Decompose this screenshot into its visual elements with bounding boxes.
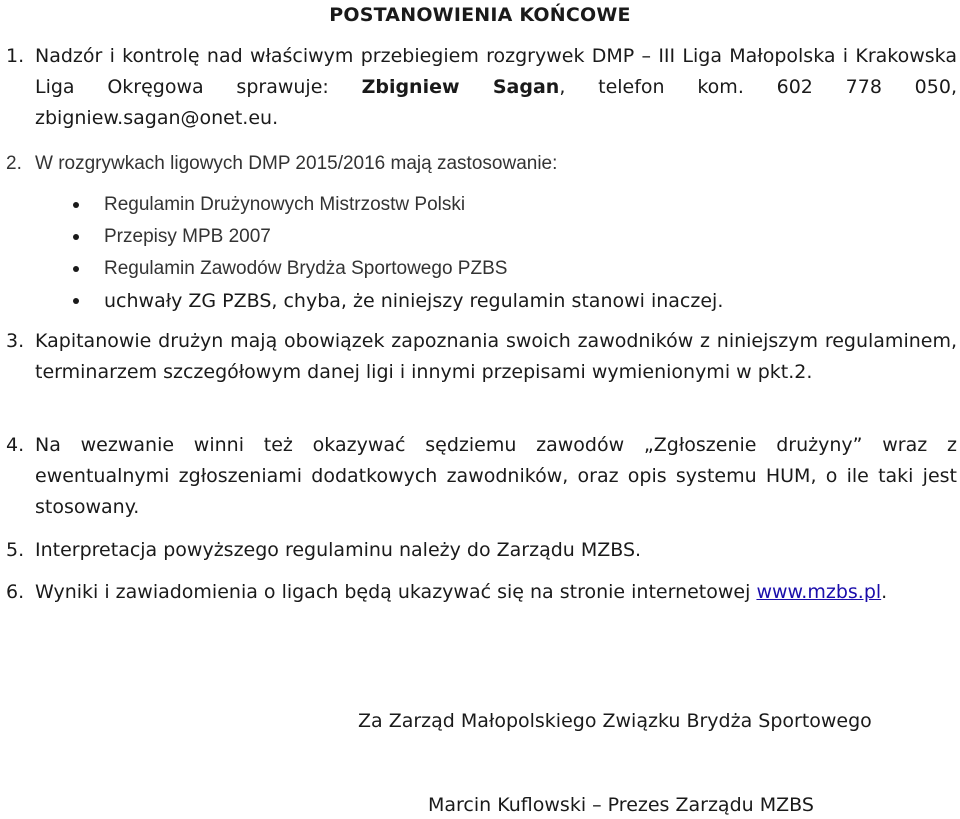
website-link[interactable]: www.mzbs.pl (756, 581, 882, 603)
section-3-number: 3. (6, 330, 25, 352)
section-3-text: Kapitanowie drużyn mają obowiązek zapoznania swoich zawodników z niniejszym regulaminem, terminarzem szczegółowym danej ligi i innymi przepisami wymienionymi w pkt.2. (35, 330, 957, 383)
section-6-number: 6. (6, 581, 25, 603)
section-2 (6, 148, 957, 179)
section-4-number: 4. (6, 434, 25, 456)
section-5 (6, 535, 957, 566)
section-2-number: 2. (6, 153, 22, 174)
supervisor-name: Zbigniew Sagan (361, 76, 560, 98)
section-1-number: 1. (6, 45, 25, 67)
bullet-icon (73, 202, 79, 208)
document-title: POSTANOWIENIA KOŃCOWE (329, 4, 631, 26)
section-1-text-after: , telefon kom. 602 778 050, zbigniew.sagan@onet.eu. (35, 76, 957, 129)
list-item-text: Regulamin Zawodów Brydża Sportowego PZBS (104, 258, 508, 279)
section-4 (6, 430, 957, 523)
section-6 (6, 577, 957, 608)
bullet-icon (73, 266, 79, 272)
list-item (104, 189, 723, 221)
list-item (104, 253, 723, 285)
bullet-icon (73, 298, 79, 304)
section-6-text-after: . (881, 581, 888, 603)
section-4-text: Na wezwanie winni też okazywać sędziemu zawodów „Zgłoszenie drużyny” wraz z ewentualnymi zgłoszeniami dodatkowych zawodników, oraz opis systemu HUM, o ile taki jest stosowany. (35, 434, 957, 518)
bullet-icon (73, 234, 79, 240)
regulations-list (104, 189, 723, 317)
section-5-number: 5. (6, 539, 25, 561)
list-item (104, 221, 723, 253)
list-item-text: uchwały ZG PZBS, chyba, że niniejszy regulamin stanowi inaczej. (104, 290, 724, 312)
section-6-text-before: Wyniki i zawiadomienia o ligach będą ukazywać się na stronie internetowej (35, 581, 757, 603)
signature-president: Marcin Kuflowski – Prezes Zarządu MZBS (428, 794, 814, 816)
list-item-text: Regulamin Drużynowych Mistrzostw Polski (104, 194, 466, 215)
signature-board: Za Zarząd Małopolskiego Związku Brydża Sportowego (358, 710, 872, 732)
list-item (104, 285, 723, 317)
section-3 (6, 326, 957, 388)
list-item-text: Przepisy MPB 2007 (104, 226, 271, 247)
section-5-text: Interpretacja powyższego regulaminu należy do Zarządu MZBS. (35, 539, 642, 561)
section-1 (6, 41, 957, 134)
section-2-text: W rozgrywkach ligowych DMP 2015/2016 mają zastosowanie: (35, 153, 558, 174)
section-1-text-before: Nadzór i kontrolę nad właściwym przebiegiem rozgrywek DMP – III Liga Małopolska i Krakowska Liga Okręgowa sprawuje: (35, 45, 957, 98)
